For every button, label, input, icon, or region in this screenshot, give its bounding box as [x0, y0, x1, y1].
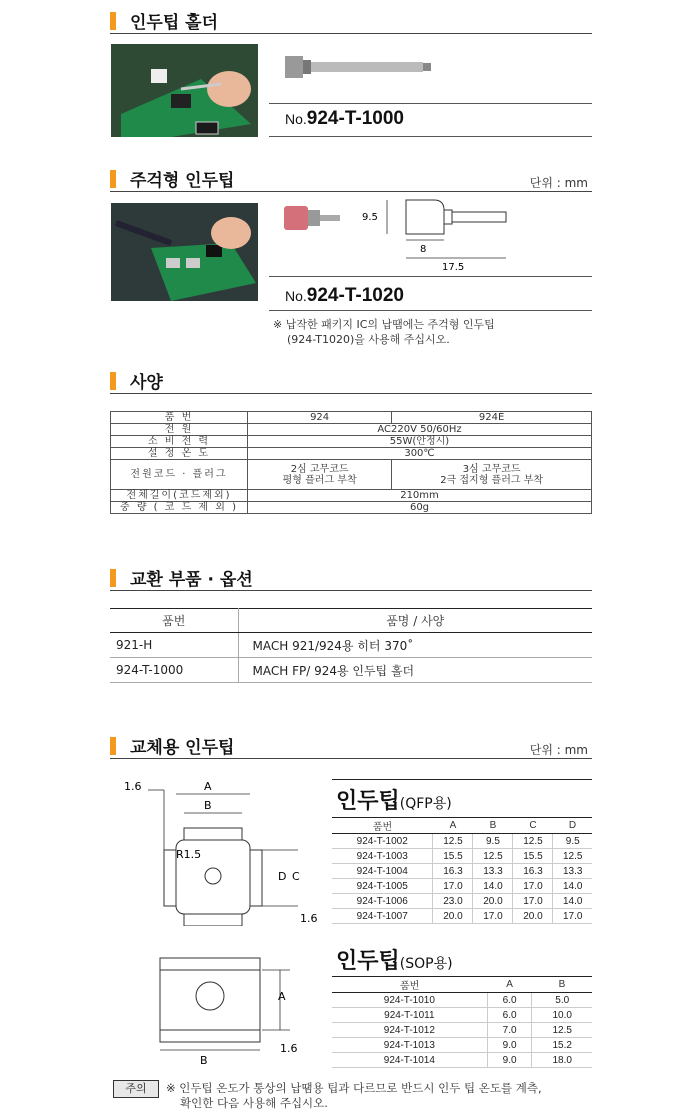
spec-table — [110, 411, 592, 514]
table-row: 924-T-1006 23.0 20.0 17.0 14.0 — [332, 894, 592, 909]
section-marker — [110, 569, 116, 587]
dim-d: D — [278, 870, 287, 883]
table-row: 924-T-1002 12.5 9.5 12.5 9.5 — [332, 834, 592, 849]
dim-1.6: 1.6 — [280, 1042, 298, 1055]
table-row: 924-T-1004 16.3 13.3 16.3 13.3 — [332, 864, 592, 879]
divider — [332, 779, 592, 780]
dim-c: C — [292, 870, 300, 883]
spatula-drawing — [282, 192, 522, 272]
table-row: 924-T-1007 20.0 17.0 20.0 17.0 — [332, 909, 592, 924]
section-marker — [110, 737, 116, 755]
qfp-diagram — [118, 776, 328, 926]
table-row: 924-T-1010 6.0 5.0 — [332, 993, 592, 1008]
section-title: 교환 부품 · 옵션 — [130, 570, 253, 590]
table-row: 전 원 AC220V 50/60Hz — [111, 424, 592, 436]
table-row: 921-H MACH 921/924용 히터 370˚ — [110, 633, 592, 658]
qfp-table: 품번 A B C D 924-T-1002 12.5 9.5 12.5 9.5 924-T-1003 15.5 12.5 15.5 12.5 924-T-1004 16.3 13.3 16.3 13.3 924-T-1005 17.0 14.0 17.0 14.0 924-T-1006 23.0 20.0 17.0 14.0 924-T-1007 20.0 17.0 20.0 17.0 — [332, 817, 592, 924]
divider — [269, 310, 592, 311]
holder-drawing — [285, 50, 435, 90]
section-header-holder — [110, 6, 592, 34]
table-row: 전체길이(코드제외) 210mm — [111, 490, 592, 502]
holder-photo — [111, 44, 258, 137]
spatula-photo — [111, 203, 258, 301]
table-row: 중 량 ( 코 드 제 외 ) 60g — [111, 502, 592, 514]
unit-label: 단위 : mm — [529, 176, 588, 190]
divider — [269, 103, 592, 104]
holder-photo-image — [111, 44, 258, 137]
table-row: 설 정 온 도 300℃ — [111, 448, 592, 460]
section-header-spatula — [110, 164, 592, 192]
model-number-holder: No.924-T-1000 — [285, 108, 404, 129]
section-header-parts — [110, 563, 592, 591]
table-row: 전원코드 · 플러그 2심 고무코드 평형 플러그 부착 3심 고무코드 2극 접지형 플러그 부착 — [111, 460, 592, 490]
table-row: 924-T-1011 6.0 10.0 — [332, 1008, 592, 1023]
sop-title: 인두팁(SOP용) — [336, 949, 453, 974]
table-row: 924-T-1014 9.0 18.0 — [332, 1053, 592, 1068]
spatula-note: ※ 납작한 패키지 IC의 납땜에는 주걱형 인두팁 (924-T1020)을 사용해 주십시오. — [273, 318, 495, 346]
caution-note: ※ 인두팁 온도가 통상의 납땜용 팁과 다르므로 반드시 인두 팁 온도를 계측, 확인한 다음 사용해 주십시오. — [166, 1081, 542, 1110]
section-title: 인두팁 홀더 — [130, 13, 219, 33]
dim-height: 9.5 — [362, 212, 378, 223]
unit-label: 단위 : mm — [529, 743, 588, 757]
section-marker — [110, 170, 116, 188]
dim-w1: 8 — [420, 244, 427, 255]
table-row: 소 비 전 력 55W(안정시) — [111, 436, 592, 448]
parts-table: 품번 품명 / 사양 921-H MACH 921/924용 히터 370˚ 924-T-1000 MACH FP/ 924용 인두팁 홀더 — [110, 608, 592, 683]
section-title: 교체용 인두팁 — [130, 738, 235, 758]
section-title: 사양 — [130, 373, 163, 393]
dim-b: B — [204, 799, 212, 812]
qfp-title: 인두팁(QFP용) — [336, 789, 452, 814]
dim-w2: 17.5 — [442, 262, 465, 272]
section-header-tips — [110, 731, 592, 759]
dim-b: B — [200, 1054, 208, 1067]
table-row: 924-T-1005 17.0 14.0 17.0 14.0 — [332, 879, 592, 894]
divider — [269, 276, 592, 277]
dim-1.6-top: 1.6 — [124, 780, 142, 793]
table-row: 924-T-1013 9.0 15.2 — [332, 1038, 592, 1053]
section-header-spec — [110, 366, 592, 394]
table-row: 924-T-1000 MACH FP/ 924용 인두팁 홀더 — [110, 658, 592, 683]
dim-a: A — [204, 780, 212, 793]
table-row: 924-T-1012 7.0 12.5 — [332, 1023, 592, 1038]
caution-badge: 주의 — [113, 1080, 159, 1098]
dim-1.6-side: 1.6 — [300, 912, 318, 925]
section-title: 주걱형 인두팁 — [130, 171, 235, 191]
section-marker — [110, 372, 116, 390]
spatula-photo-image — [111, 203, 258, 301]
model-number-spatula: No.924-T-1020 — [285, 285, 404, 306]
sop-diagram — [150, 950, 310, 1070]
sop-table: 품번 A B 924-T-1010 6.0 5.0 924-T-1011 6.0 10.0 924-T-1012 7.0 12.5 924-T-1013 9.0 15.2 924-T-1014 9.0 18.0 — [332, 976, 592, 1068]
table-row: 924-T-1003 15.5 12.5 15.5 12.5 — [332, 849, 592, 864]
dim-a: A — [278, 990, 286, 1003]
divider — [269, 136, 592, 137]
dim-r: R1.5 — [176, 848, 202, 861]
section-marker — [110, 12, 116, 30]
table-row: 품 번 924 924E — [111, 412, 592, 424]
